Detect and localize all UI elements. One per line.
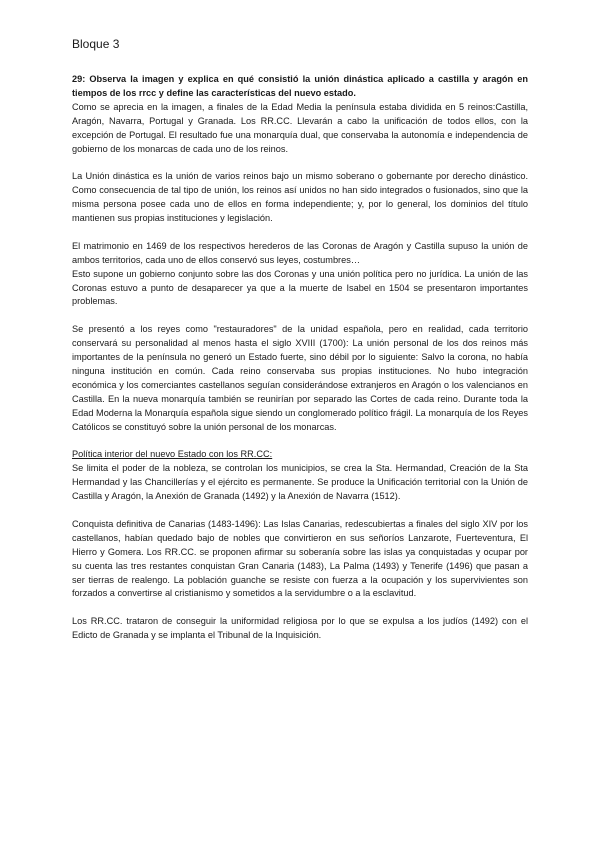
section-heading-politica-interior: Política interior del nuevo Estado con los RR.CC: (72, 449, 273, 460)
paragraph-matrimonio: El matrimonio en 1469 de los respectivos herederos de las Coronas de Aragón y Castilla supuso la unión de ambos territorios, cada uno de ellos conservó sus leyes, costumbres… (72, 240, 528, 265)
paragraph-politica-interior: Se limita el poder de la nobleza, se controlan los municipios, se crea la Sta. Hermandad, Creación de la Sta Hermandad y las Chancillerías y el ejército es permanente. Se produce la Unificación territorial con la Unión de Castilla y Aragón, la Anexión de Granada (1492) y la Anexión de Navarra (1512). (72, 463, 528, 502)
paragraph-uniformidad-religiosa: Los RR.CC. trataron de conseguir la uniformidad religiosa por lo que se expulsa a los judíos (1492) con el Edicto de Granada y se implanta el Tribunal de la Inquisición. (72, 616, 528, 641)
paragraph-union-dinastica: La Unión dinástica es la unión de varios reinos bajo un mismo soberano o gobernante por derecho dinástico. Como consecuencia de tal tipo de unión, los reinos así unidos no han sido integrados o fusionados, sino que la misma persona posee cada uno de ellos en forma independiente; y, por lo general, los dominios del título mantienen sus propias instituciones y legislación. (72, 171, 528, 224)
paragraph-canarias: Conquista definitiva de Canarias (1483-1496): Las Islas Canarias, redescubiertas a finales del siglo XIV por los castellanos, habían quedado bajo de nobles que convirtieron en sus señoríos Lanzarote, Fuerteventura, El Hierro y Gomera. Los RR.CC. se proponen afirmar su soberanía sobre las islas ya conquistadas y ocupar por su cuenta las tres restantes conquistan Gran Canaria (1483), La Palma (1493) y Tenerife (1496) que pasan a ser tierras de realengo. La población guanche se resiste con fuerza a la ocupación y los supervivientes son forzados a convertirse al cristianismo y sometidos a la servidumbre o a la esclavitud. (72, 518, 528, 599)
paragraph-gobierno-conjunto: Esto supone un gobierno conjunto sobre las dos Coronas y una unión política pero no jurídica. La unión de las Coronas estuvo a punto de desaparecer ya que a la muerte de Isabel en 1504 se presentaron importantes problemas. (72, 268, 528, 307)
block-title: Bloque 3 (72, 37, 120, 51)
question-heading: 29: Observa la imagen y explica en qué consistió la unión dinástica aplicado a castilla y aragón en tiempos de los rrcc y define las características del nuevo estado. (72, 74, 528, 98)
document-body (72, 73, 528, 643)
paragraph-intro: Como se aprecia en la imagen, a finales de la Edad Media la península estaba dividida en 5 reinos:Castilla, Aragón, Navarra, Portugal y Granada. Los RR.CC. Llevarán a cabo la unificación de todos ellos, con la excepción de Portugal. El resultado fue una monarquía dual, que conservaba la autonomía e independencia de gobierno de los monarcas de cada uno de los reinos. (72, 101, 528, 154)
paragraph-restauradores: Se presentó a los reyes como "restauradores" de la unidad española, pero en realidad, cada territorio conservará su personalidad al menos hasta el siglo XVIII (1700): La unión personal de los dos reinos más importantes de la península no generó un Estado fuerte, sino débil por lo siguiente: Salvo la corona, no había ninguna institución en común. Cada reino conservaba sus propias instituciones. No hubo integración económica y los comerciantes castellanos seguían considerándose extranjeros en Aragón o los valencianos en Castilla. En la nueva monarquía también se reunirían por separado las Cortes de cada reino. Durante toda la Edad Moderna la Monarquía española sigue siendo un conglomerado político frágil. La monarquía de los Reyes Católicos se constituyó sobre la unión personal de los monarcas. (72, 324, 528, 432)
